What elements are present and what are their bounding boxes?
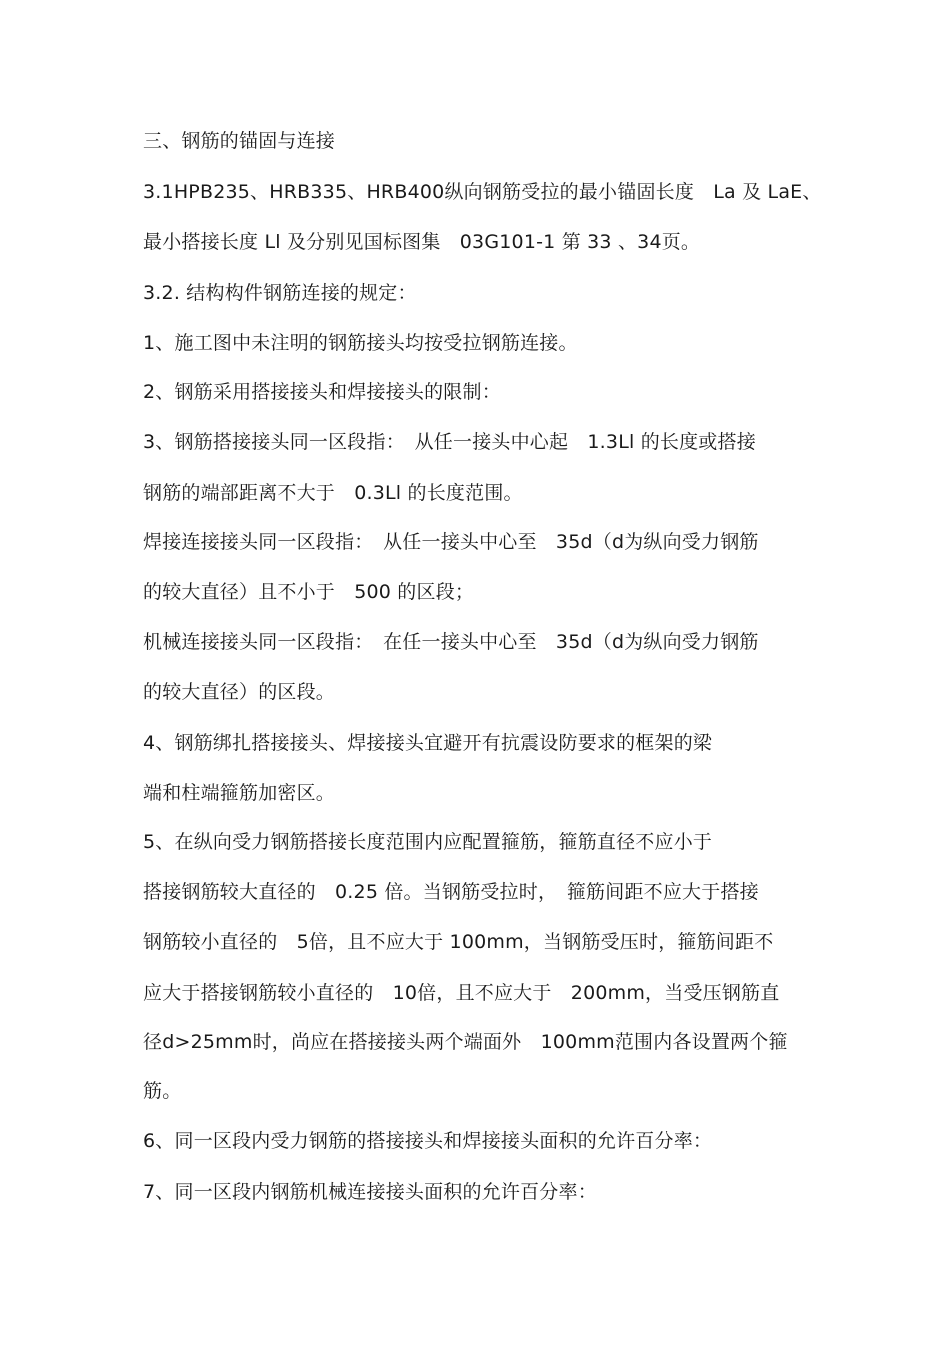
paragraph-line: 机械连接接头同一区段指： 在任一接头中心至 35d（d为纵向受力钢筋	[143, 631, 759, 653]
paragraph-line: 3、钢筋搭接接头同一区段指： 从任一接头中心起 1.3Ll 的长度或搭接	[143, 431, 756, 453]
paragraph-line: 4、钢筋绑扎搭接接头、焊接接头宜避开有抗震设防要求的框架的梁	[143, 732, 713, 754]
paragraph-line: 搭接钢筋较大直径的 0.25 倍。当钢筋受拉时， 箍筋间距不应大于搭接	[143, 881, 759, 903]
paragraph-line: 的较大直径）且不小于 500 的区段；	[143, 581, 475, 603]
paragraph-line: 径d>25mm时，尚应在搭接接头两个端面外 100mm范围内各设置两个箍	[143, 1031, 788, 1053]
paragraph-line: 6、同一区段内受力钢筋的搭接接头和焊接接头面积的允许百分率：	[143, 1130, 713, 1152]
paragraph-line: 最小搭接长度 Ll 及分别见国标图集 03G101-1 第 33 、34页。	[143, 231, 701, 253]
paragraph-line: 端和柱端箍筋加密区。	[143, 782, 336, 804]
paragraph-line: 1、施工图中未注明的钢筋接头均按受拉钢筋连接。	[143, 332, 578, 354]
paragraph-line: 3.1HPB235、HRB335、HRB400纵向钢筋受拉的最小锚固长度 La 及 LaE、	[143, 181, 822, 203]
paragraph-line: 钢筋较小直径的 5倍，且不应大于 100mm，当钢筋受压时，箍筋间距不	[143, 931, 774, 953]
paragraph-line: 的较大直径）的区段。	[143, 681, 336, 703]
paragraph-line: 筋。	[143, 1080, 182, 1102]
paragraph-line: 7、同一区段内钢筋机械连接接头面积的允许百分率：	[143, 1181, 597, 1203]
section-heading: 三、钢筋的锚固与连接	[143, 130, 336, 152]
paragraph-line: 钢筋的端部距离不大于 0.3Ll 的长度范围。	[143, 482, 523, 504]
paragraph-line: 5、在纵向受力钢筋搭接长度范围内应配置箍筋，箍筋直径不应小于	[143, 831, 713, 853]
paragraph-line: 2、钢筋采用搭接接头和焊接接头的限制：	[143, 381, 501, 403]
paragraph-line: 应大于搭接钢筋较小直径的 10倍，且不应大于 200mm，当受压钢筋直	[143, 982, 780, 1004]
paragraph-line: 焊接连接接头同一区段指： 从任一接头中心至 35d（d为纵向受力钢筋	[143, 531, 759, 553]
subsection-heading: 3.2. 结构构件钢筋连接的规定：	[143, 282, 417, 304]
